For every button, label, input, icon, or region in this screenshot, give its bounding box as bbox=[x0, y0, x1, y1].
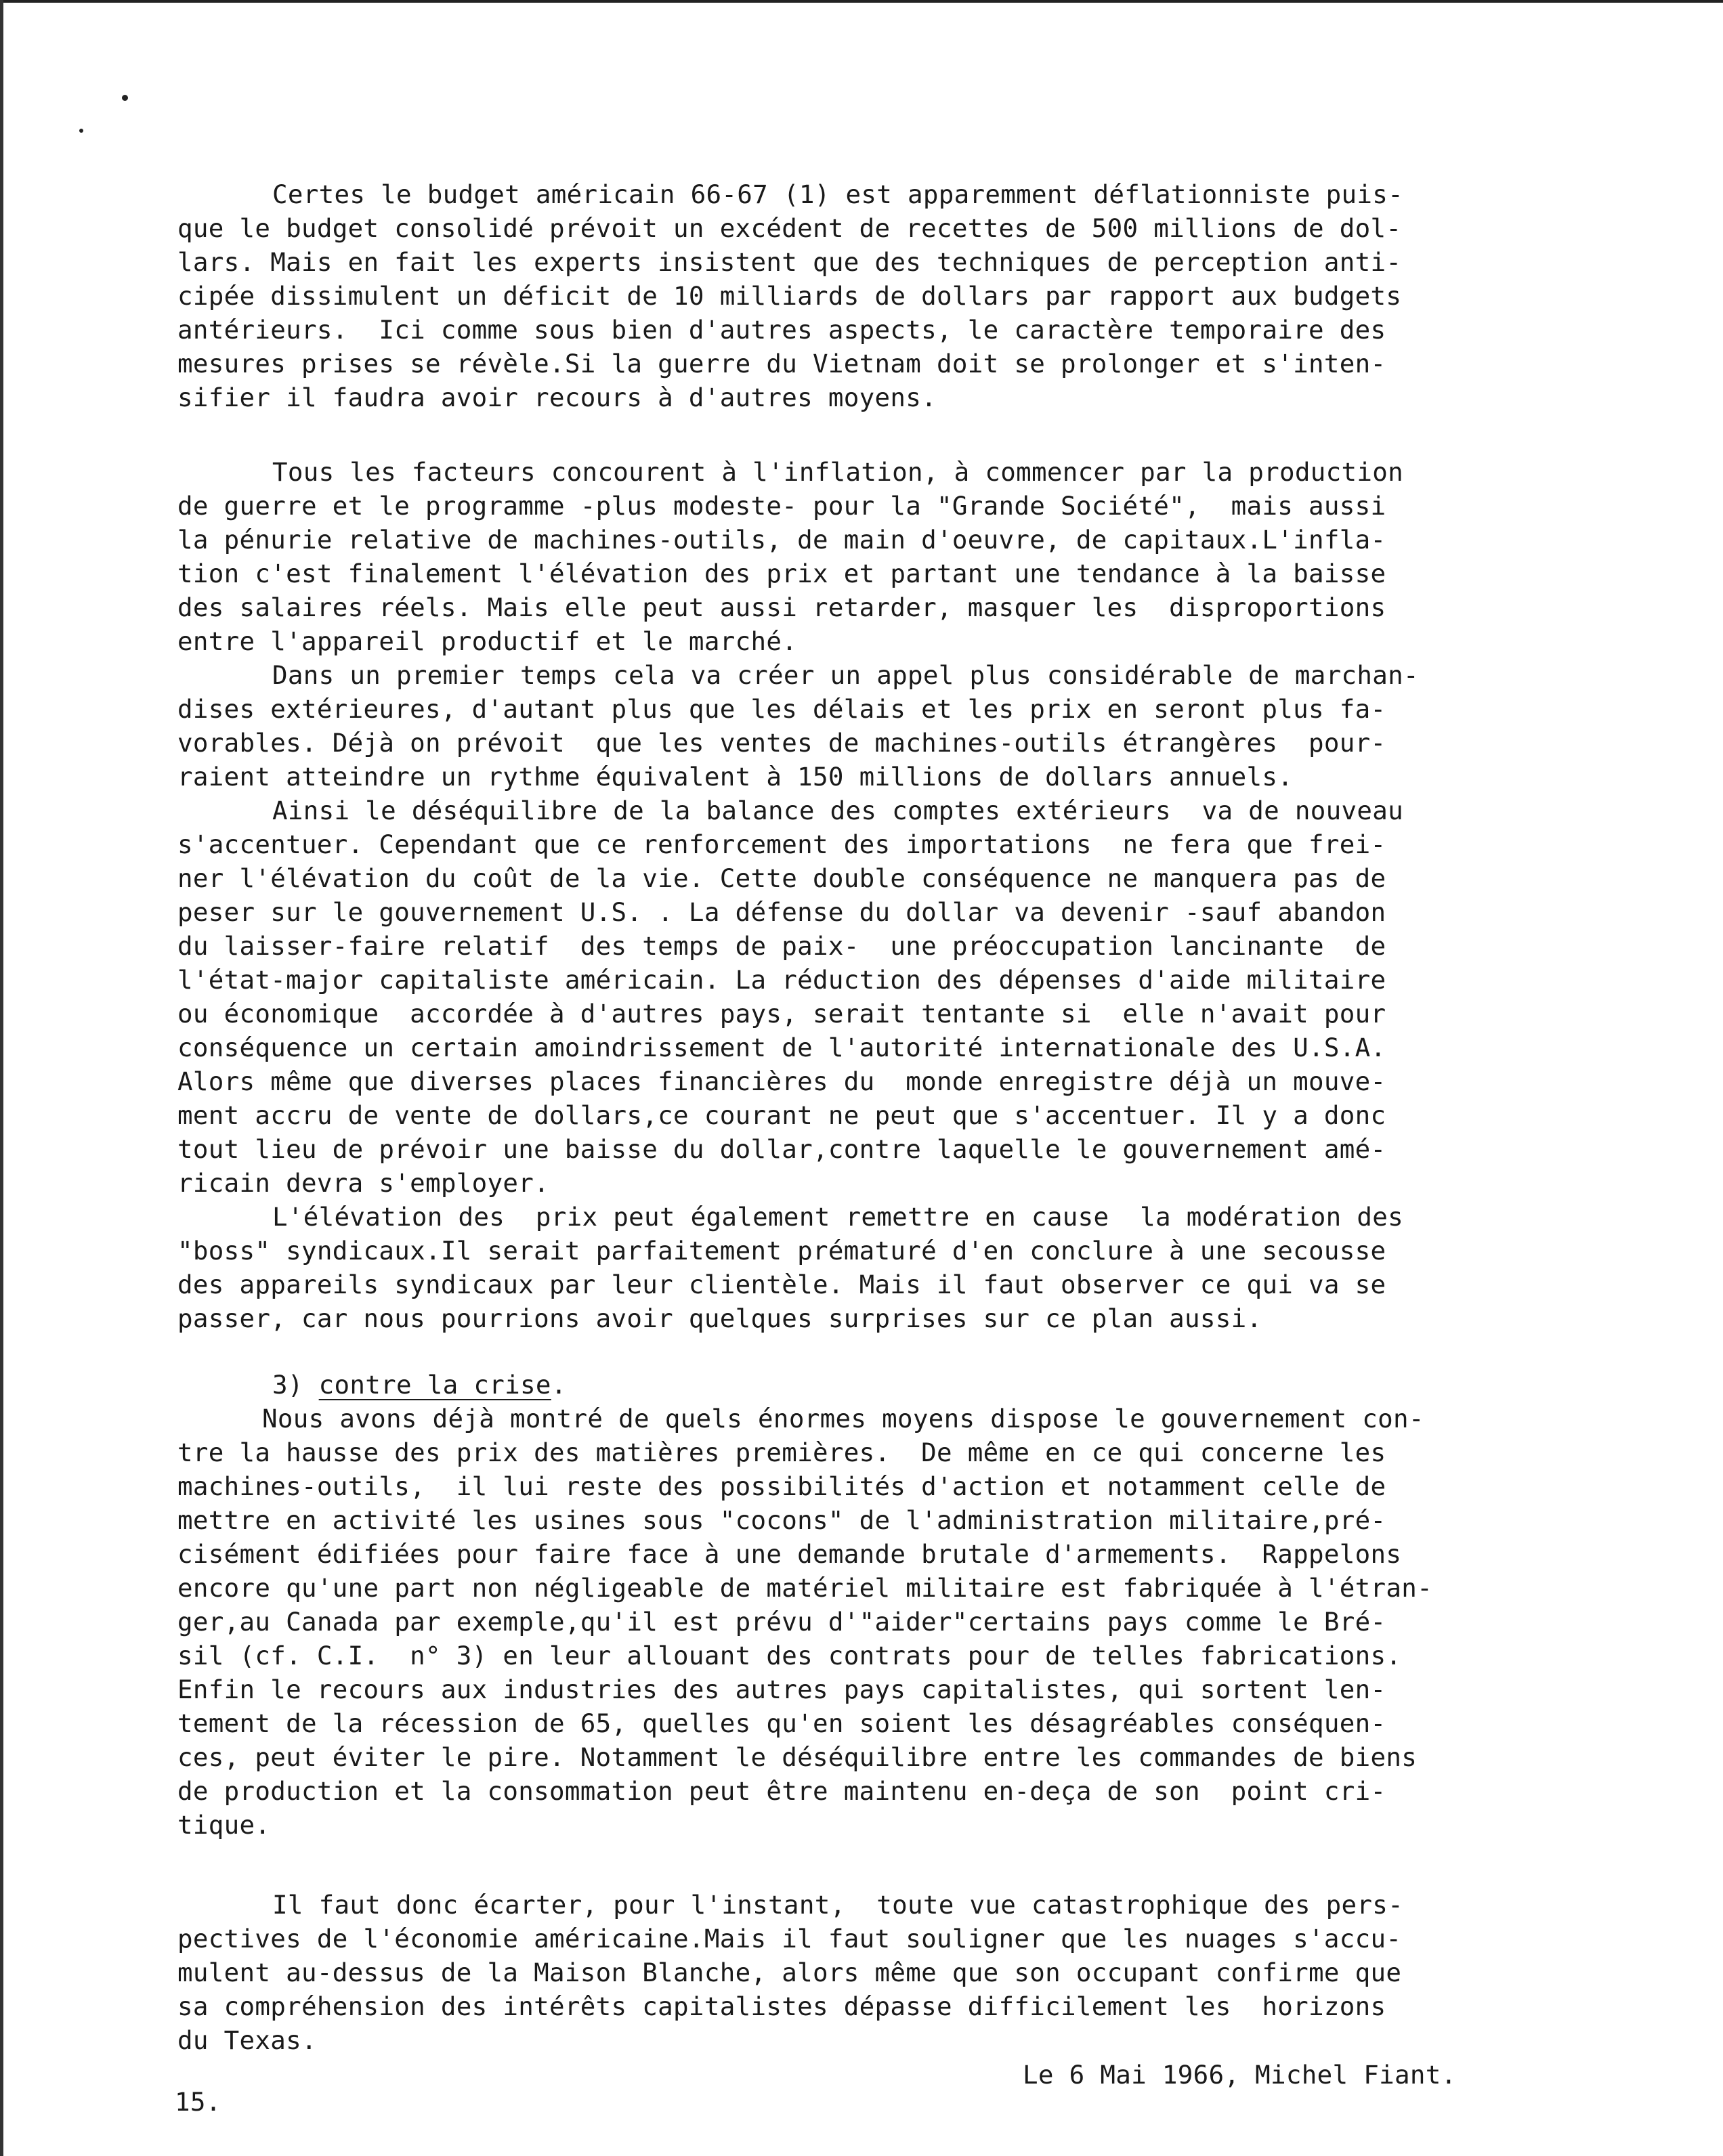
text-line: ces, peut éviter le pire. Notamment le déséquilibre entre les commandes de biens bbox=[177, 1742, 1418, 1772]
text-line: ger,au Canada par exemple,qu'il est prévu d'"aider"certains pays comme le Bré- bbox=[177, 1607, 1386, 1637]
text-line: "boss" syndicaux.Il serait parfaitement prématuré d'en conclure à une secousse bbox=[177, 1236, 1386, 1266]
text-line: raient atteindre un rythme équivalent à 150 millions de dollars annuels. bbox=[177, 762, 1294, 792]
page-left-edge bbox=[0, 0, 3, 2156]
paragraph-4 bbox=[177, 794, 1513, 1200]
text-line: Certes le budget américain 66-67 (1) est apparemment déflationniste puis- bbox=[272, 179, 1404, 209]
text-line: passer, car nous pourrions avoir quelques surprises sur ce plan aussi. bbox=[177, 1303, 1262, 1333]
page-top-edge bbox=[0, 0, 1723, 3]
section-number: 3) bbox=[272, 1370, 319, 1400]
text-line: que le budget consolidé prévoit un excédent de recettes de 500 millions de dol- bbox=[177, 213, 1402, 243]
section-3 bbox=[177, 1368, 1513, 1842]
text-line: cisément édifiées pour faire face à une demande brutale d'armements. Rappelons bbox=[177, 1539, 1402, 1569]
text-line: mulent au-dessus de la Maison Blanche, alors même que son occupant confirme que bbox=[177, 1958, 1402, 1987]
text-line: Dans un premier temps cela va créer un appel plus considérable de marchan- bbox=[272, 660, 1419, 690]
section-title-end: . bbox=[551, 1370, 567, 1400]
text-line: tout lieu de prévoir une baisse du dollar,contre laquelle le gouvernement amé- bbox=[177, 1134, 1386, 1164]
text-line: tre la hausse des prix des matières premières. De même en ce qui concerne les bbox=[177, 1438, 1386, 1467]
paragraph-5 bbox=[177, 1200, 1513, 1335]
text-line: ner l'élévation du coût de la vie. Cette double conséquence ne manquera pas de bbox=[177, 863, 1386, 893]
text-line: peser sur le gouvernement U.S. . La défense du dollar va devenir -sauf abandon bbox=[177, 897, 1386, 927]
text-line: ment accru de vente de dollars,ce courant ne peut que s'accentuer. Il y a donc bbox=[177, 1100, 1386, 1130]
text-line: l'état-major capitaliste américain. La réduction des dépenses d'aide militaire bbox=[177, 965, 1386, 995]
paragraph-3 bbox=[177, 658, 1513, 794]
text-line: de guerre et le programme -plus modeste- pour la "Grande Société", mais aussi bbox=[177, 491, 1386, 521]
text-line: mesures prises se révèle.Si la guerre du Vietnam doit se prolonger et s'inten- bbox=[177, 349, 1386, 379]
scan-speck bbox=[122, 95, 128, 101]
text-line: antérieurs. Ici comme sous bien d'autres aspects, le caractère temporaire des bbox=[177, 315, 1386, 345]
text-line: Nous avons déjà montré de quels énormes moyens dispose le gouvernement con- bbox=[262, 1404, 1424, 1433]
paragraph-1 bbox=[177, 177, 1513, 414]
text-line: s'accentuer. Cependant que ce renforcement des importations ne fera que frei- bbox=[177, 829, 1386, 859]
paragraph-2 bbox=[177, 455, 1513, 658]
text-line: tion c'est finalement l'élévation des prix et partant une tendance à la baisse bbox=[177, 559, 1386, 588]
text-line: dises extérieures, d'autant plus que les délais et les prix en seront plus fa- bbox=[177, 694, 1386, 724]
scan-speck bbox=[79, 129, 83, 133]
text-line: tique. bbox=[177, 1810, 271, 1840]
text-line: cipée dissimulent un déficit de 10 milliards de dollars par rapport aux budgets bbox=[177, 281, 1402, 311]
text-line: Il faut donc écarter, pour l'instant, toute vue catastrophique des pers- bbox=[272, 1890, 1404, 1920]
text-line: tement de la récession de 65, quelles qu'en soient les désagréables conséquen- bbox=[177, 1708, 1386, 1738]
text-line: du Texas. bbox=[177, 2025, 317, 2055]
text-line: lars. Mais en fait les experts insistent que des techniques de perception anti- bbox=[177, 247, 1402, 277]
text-line: sil (cf. C.I. n° 3) en leur allouant des contrats pour de telles fabrications. bbox=[177, 1641, 1402, 1670]
text-line: de production et la consommation peut être maintenu en-deça de son point cri- bbox=[177, 1776, 1386, 1806]
text-line: ou économique accordée à d'autres pays, serait tentante si elle n'avait pour bbox=[177, 999, 1386, 1029]
text-line: pectives de l'économie américaine.Mais il faut souligner que les nuages s'accu- bbox=[177, 1924, 1402, 1954]
text-line: encore qu'une part non négligeable de matériel militaire est fabriquée à l'étran- bbox=[177, 1573, 1433, 1603]
text-line: Ainsi le déséquilibre de la balance des comptes extérieurs va de nouveau bbox=[272, 796, 1404, 825]
text-line: la pénurie relative de machines-outils, de main d'oeuvre, de capitaux.L'infla- bbox=[177, 525, 1386, 555]
signature-line: Le 6 Mai 1966, Michel Fiant. bbox=[1023, 2060, 1457, 2090]
text-line: conséquence un certain amoindrissement de l'autorité internationale des U.S.A. bbox=[177, 1033, 1386, 1062]
text-line: entre l'appareil productif et le marché. bbox=[177, 626, 798, 656]
text-line: Tous les facteurs concourent à l'inflation, à commencer par la production bbox=[272, 457, 1404, 487]
text-line: des salaires réels. Mais elle peut aussi retarder, masquer les disproportions bbox=[177, 592, 1386, 622]
text-line: Alors même que diverses places financières du monde enregistre déjà un mouve- bbox=[177, 1066, 1386, 1096]
text-line: vorables. Déjà on prévoit que les ventes de machines-outils étrangères pour- bbox=[177, 728, 1386, 758]
text-line: mettre en activité les usines sous "cocons" de l'administration militaire,pré- bbox=[177, 1505, 1386, 1535]
text-line: des appareils syndicaux par leur clientèle. Mais il faut observer ce qui va se bbox=[177, 1270, 1386, 1299]
text-line: L'élévation des prix peut également remettre en cause la modération des bbox=[272, 1202, 1404, 1232]
text-line: machines-outils, il lui reste des possibilités d'action et notamment celle de bbox=[177, 1471, 1386, 1501]
text-line: ricain devra s'employer. bbox=[177, 1168, 550, 1198]
page-number: 15. bbox=[175, 2087, 221, 2117]
paragraph-closing bbox=[177, 1888, 1513, 2057]
text-line: sa compréhension des intérêts capitalistes dépasse difficilement les horizons bbox=[177, 1991, 1386, 2021]
text-line: sifier il faudra avoir recours à d'autres moyens. bbox=[177, 383, 937, 412]
section-heading bbox=[177, 1368, 1513, 1402]
text-line: du laisser-faire relatif des temps de paix- une préoccupation lancinante de bbox=[177, 931, 1386, 961]
text-line: Enfin le recours aux industries des autres pays capitalistes, qui sortent len- bbox=[177, 1675, 1386, 1704]
section-title: contre la crise bbox=[318, 1370, 551, 1400]
